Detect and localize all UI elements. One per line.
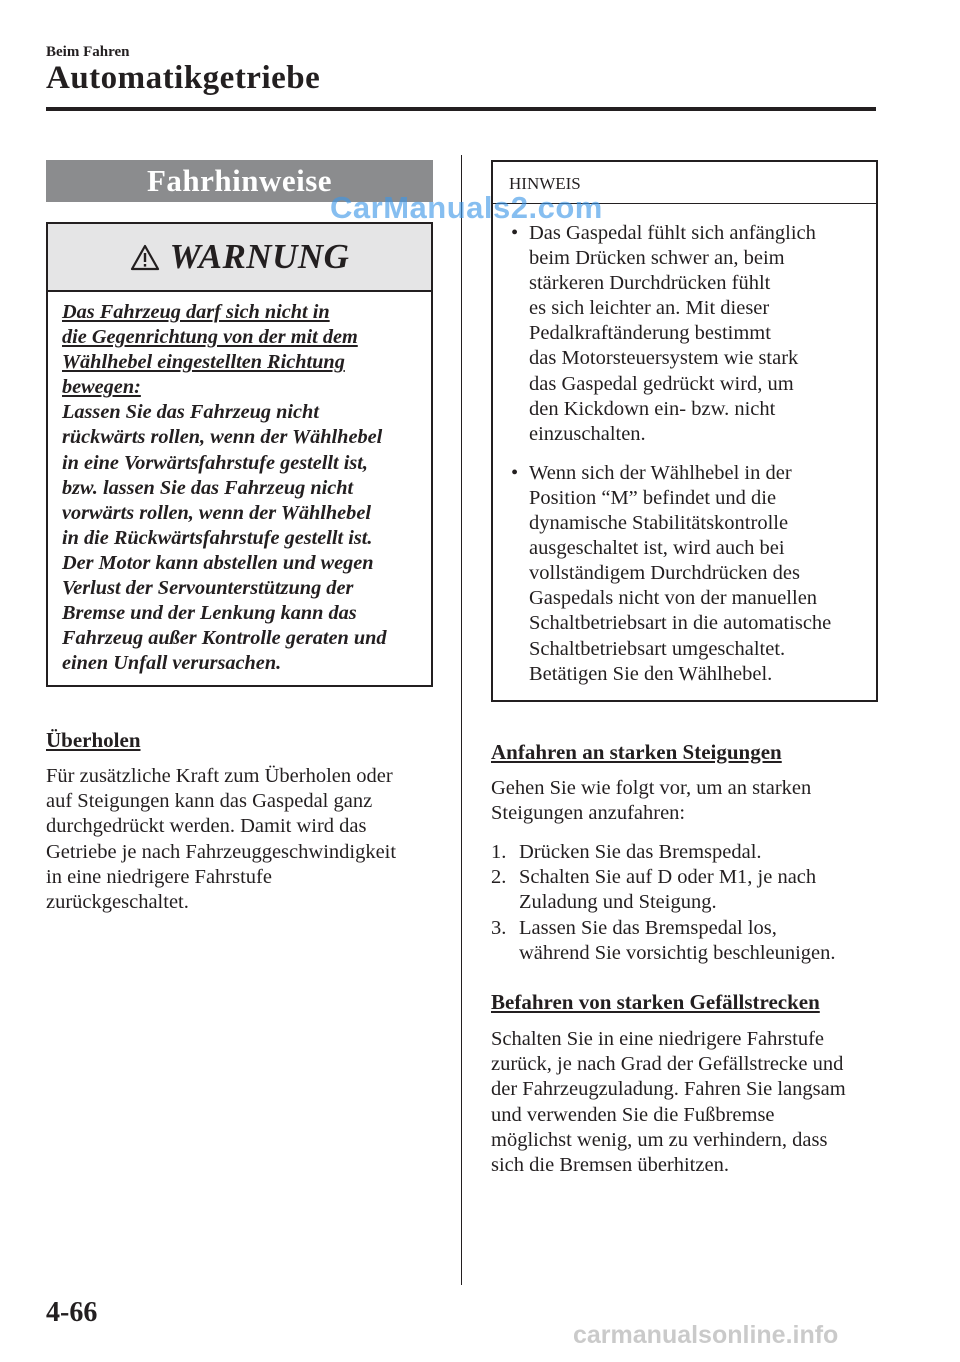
uphill-intro [491,776,881,826]
step-number: 2. [491,866,507,889]
note-line: Position “M” befindet und die [529,486,777,509]
step-line: Lassen Sie das Bremspedal los, [519,916,777,939]
paragraph-line: zurück, je nach Grad der Gefällstrecke und [491,1053,844,1076]
warning-line: Wählhebel eingestellten Richtung [62,351,345,374]
warning-line: bewegen: [62,376,141,399]
paragraph-line: der Fahrzeugzuladung. Fahren Sie langsam [491,1078,846,1101]
warning-line: Verlust der Servounterstützung der [62,577,354,600]
driving-tips-banner: Fahrhinweise [46,160,433,202]
paragraph-line: zurückgeschaltet. [46,891,189,914]
note-item [493,461,876,687]
uphill-steps [491,840,881,966]
step-line: Zuladung und Steigung. [519,891,717,914]
warning-line: Der Motor kann abstellen und wegen [62,551,374,574]
note-line: Gaspedals nicht von der manuellen [529,587,818,610]
column-divider [461,155,462,1285]
bullet: • [511,461,519,484]
downhill-paragraph [491,1027,891,1178]
paragraph-line: Schalten Sie in eine niedrigere Fahrstufe [491,1028,825,1050]
note-line: Schaltbetriebsart umgeschaltet. [529,637,786,660]
warning-line: bzw. lassen Sie das Fahrzeug nicht [62,476,354,499]
paragraph-line: Getriebe je nach Fahrzeuggeschwindigkeit [46,840,397,863]
warning-triangle-icon [130,244,160,271]
paragraph-line: durchgedrückt werden. Damit wird das [46,815,367,838]
warning-line: vorwärts rollen, wenn der Wählhebel [62,501,371,524]
step-number: 1. [491,841,507,863]
bullet: • [511,222,519,244]
warning-line: die Gegenrichtung von der mit dem [62,326,358,349]
warning-title: WARNUNG [169,237,350,276]
note-line: Pedalkraftänderung bestimmt [529,322,771,345]
step-line: Drücken Sie das Bremspedal. [519,841,762,863]
paragraph-line: auf Steigungen kann das Gaspedal ganz [46,790,373,813]
note-line: das Motorsteuersystem wie stark [529,347,799,370]
note-line: Betätigen Sie den Wählhebel. [529,662,773,685]
watermark-top: CarManuals2.com [330,190,603,225]
warning-line: Fahrzeug außer Kontrolle geraten und [62,627,387,650]
paragraph-line: sich die Bremsen überhitzen. [491,1154,729,1177]
downhill-heading: Befahren von starken Gefällstrecken [491,990,820,1014]
paragraph-line: Gehen Sie wie folgt vor, um an starken [491,777,812,799]
step-line: während Sie vorsichtig beschleunigen. [519,941,836,964]
warning-text [48,292,431,676]
warning-header [48,224,431,292]
warning-line: in die Rückwärtsfahrstufe gestellt ist. [62,526,373,549]
note-line: vollständigem Durchdrücken des [529,562,800,585]
section-label: Beim Fahren [46,44,130,60]
warning-line: Lassen Sie das Fahrzeug nicht [62,401,319,424]
page-number: 4-66 [46,1297,98,1328]
warning-line: rückwärts rollen, wenn der Wählhebel [62,426,383,449]
warning-box [46,222,433,687]
note-line: es sich leichter an. Mit dieser [529,297,770,320]
step-item [491,865,881,915]
note-item [493,221,876,447]
warning-line: einen Unfall verursachen. [62,652,282,675]
paragraph-line: Für zusätzliche Kraft zum Überholen oder [46,765,393,787]
warning-line: Bremse und der Lenkung kann das [62,602,357,625]
note-line: Das Gaspedal fühlt sich anfänglich [529,222,816,244]
paragraph-line: in eine niedrigere Fahrstufe [46,865,272,888]
paragraph-line: und verwenden Sie die Fußbremse [491,1103,775,1126]
step-item [491,840,881,865]
note-list [493,221,876,687]
note-line: dynamische Stabilitätskontrolle [529,512,789,535]
warning-line: Das Fahrzeug darf sich nicht in [62,301,330,323]
note-line: das Gaspedal gedrückt wird, um [529,372,794,395]
note-line: beim Drücken schwer an, beim [529,247,785,270]
note-line: stärkeren Durchdrücken fühlt [529,272,771,295]
overtaking-heading: Überholen [46,728,141,752]
step-line: Schalten Sie auf D oder M1, je nach [519,866,817,889]
paragraph-line: möglichst wenig, um zu verhindern, dass [491,1128,828,1151]
note-line: den Kickdown ein- bzw. nicht [529,397,776,420]
step-number: 3. [491,916,507,939]
step-item [491,916,881,966]
note-line: einzuschalten. [529,422,646,445]
chapter-title: Automatikgetriebe [46,60,321,96]
warning-line: in eine Vorwärtsfahrstufe gestellt ist, [62,451,368,474]
note-line: Wenn sich der Wählhebel in der [529,461,792,484]
note-title: HINWEIS [493,162,876,204]
uphill-heading: Anfahren an starken Steigungen [491,740,782,764]
watermark-bottom: carmanualsonline.info [573,1321,839,1349]
note-line: ausgeschaltet ist, wird auch bei [529,537,785,560]
note-line: Schaltbetriebsart in die automatische [529,612,832,635]
header-rule [46,107,876,111]
note-box [491,160,878,702]
overtaking-paragraph [46,764,446,915]
paragraph-line: Steigungen anzufahren: [491,802,686,825]
